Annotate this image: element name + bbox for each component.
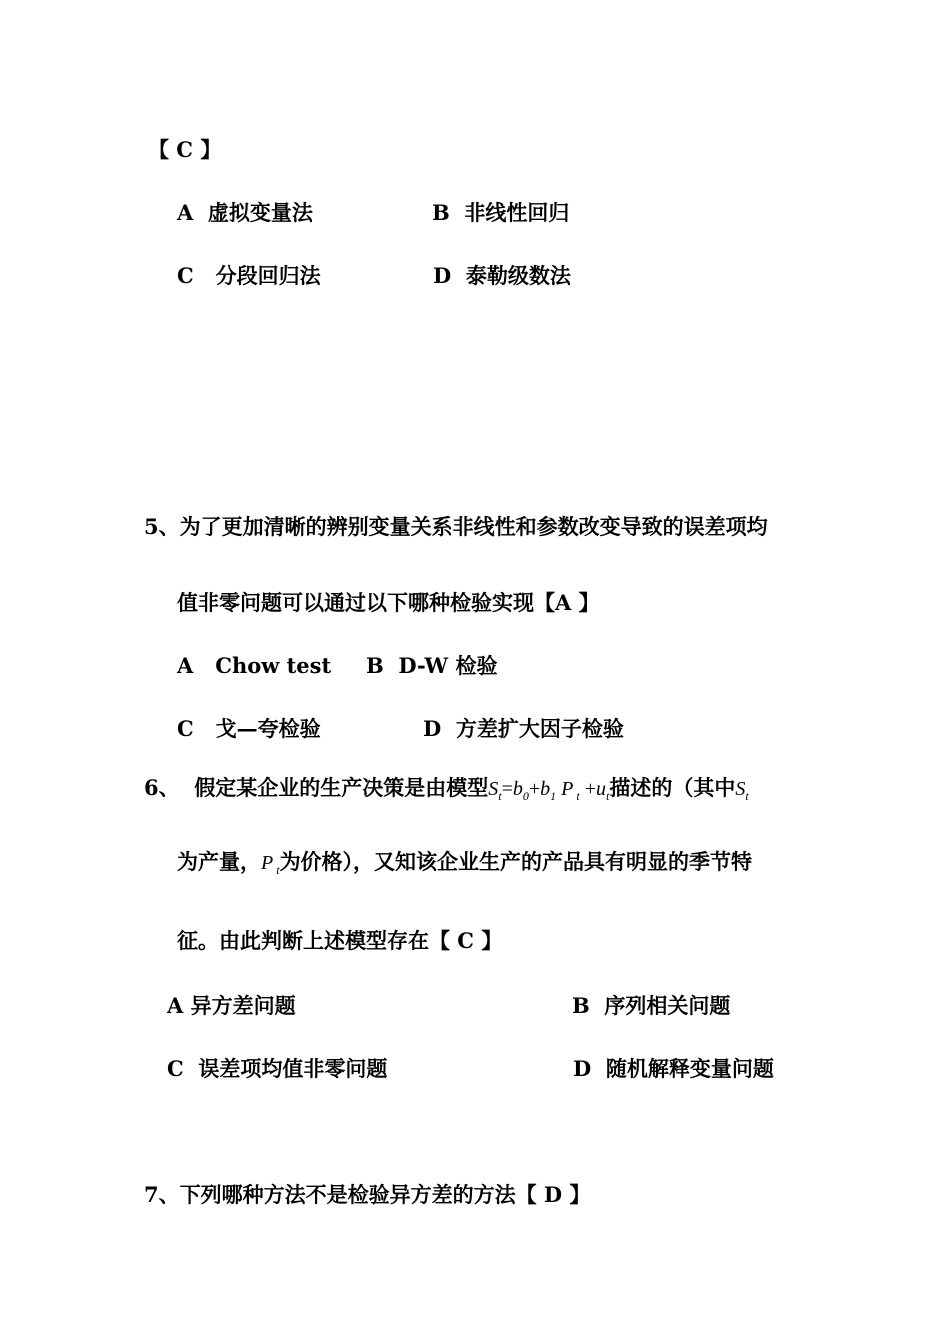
option-letter: D <box>433 263 452 288</box>
q6-stem-line3: 征。由此判断上述模型存在【 C 】 <box>177 928 503 953</box>
option-letter: B <box>572 993 590 1018</box>
q4-answer: 【 C 】 <box>148 137 222 162</box>
option-text: Chow test <box>215 653 332 678</box>
option-text: 戈—夸检验 <box>215 716 321 741</box>
q5-stem-line2: 值非零问题可以通过以下哪种检验实现【A 】 <box>177 590 600 615</box>
variable-st: $S_t$ <box>735 778 749 803</box>
q4-option-c <box>177 262 321 290</box>
q4-option-a <box>177 199 313 227</box>
q6-text-b: 描述的（其中 <box>609 775 736 800</box>
option-text: 序列相关问题 <box>604 993 731 1018</box>
q6-stem-line1 <box>144 774 749 810</box>
option-letter: B <box>432 200 450 225</box>
option-letter: D <box>423 716 442 741</box>
option-letter: D <box>573 1056 592 1081</box>
q5-stem-line1: 5、为了更加清晰的辨别变量关系非线性和参数改变导致的误差项均 <box>144 514 768 539</box>
q5-option-c <box>177 715 321 743</box>
option-letter: C <box>177 716 194 741</box>
option-letter: C <box>167 1056 184 1081</box>
q7-stem-line1: 7、下列哪种方法不是检验异方差的方法【 D 】 <box>144 1182 591 1207</box>
option-text: 误差项均值非零问题 <box>198 1056 388 1081</box>
option-letter: A <box>177 200 194 225</box>
q6-stem-line2 <box>177 848 752 884</box>
q6-option-c <box>167 1055 387 1083</box>
q6-text-a: 假定某企业的生产决策是由模型 <box>194 775 489 800</box>
option-letter: A <box>177 653 194 678</box>
q5-option-a <box>177 652 331 680</box>
option-text: 分段回归法 <box>215 263 321 288</box>
option-text: 虚拟变量法 <box>207 200 313 225</box>
option-letter: C <box>177 263 194 288</box>
option-text: 异方差问题 <box>190 993 296 1018</box>
question-number: 6、 <box>144 775 180 800</box>
q6-text-d: 为价格），又知该企业生产的产品具有明显的季节特 <box>279 849 753 874</box>
option-text: 方差扩大因子检验 <box>455 716 624 741</box>
option-letter: A <box>167 993 184 1018</box>
option-text: 非线性回归 <box>464 200 570 225</box>
q4-option-b <box>432 199 569 227</box>
q6-option-d <box>573 1055 774 1083</box>
option-text: 随机解释变量问题 <box>605 1056 774 1081</box>
q5-option-b <box>366 652 497 680</box>
q6-text-c: 为产量， <box>177 849 261 874</box>
option-letter: B <box>366 653 384 678</box>
q4-option-d <box>433 262 571 290</box>
variable-pt: P $_t$ <box>261 852 280 877</box>
q6-option-a <box>167 992 296 1020</box>
model-equation: $S_t=b_0+b_1$ P $_t +u_t$ <box>488 778 610 803</box>
option-text: 泰勒级数法 <box>465 263 571 288</box>
option-text: D-W 检验 <box>398 653 498 678</box>
q6-option-b <box>572 992 730 1020</box>
q5-option-d <box>423 715 624 743</box>
